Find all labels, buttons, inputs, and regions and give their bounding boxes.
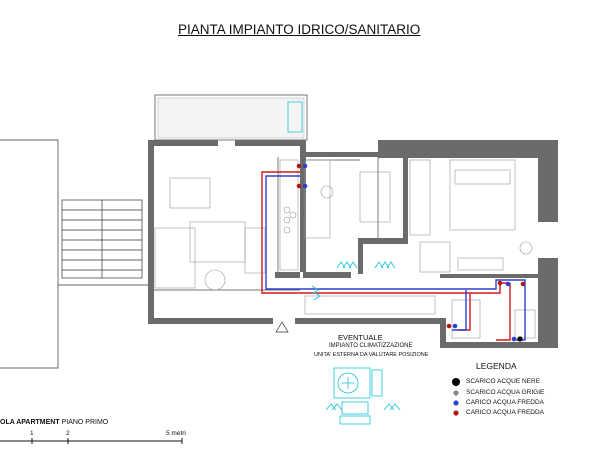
legend-item-grey-water: SCARICO ACQUA GRIGIE (466, 389, 545, 396)
ac-indoor-units (312, 262, 395, 300)
scale-tick-2: 2 (66, 430, 70, 437)
legend-marker-black-water (452, 378, 460, 386)
scale-tick-5: 5 metri (166, 430, 186, 437)
legend-marker-cold-supply (453, 400, 458, 405)
supply-points (297, 164, 526, 342)
project-name-bold: OLA APARTMENT (0, 419, 60, 426)
hot-water-pipes (262, 172, 510, 340)
scale-tick-1: 1 (30, 430, 34, 437)
eventuale-line2: UNITA' ESTERNA DA VALUTARE POSIZIONE (314, 352, 429, 358)
legend-item-black-water: SCARICO ACQUE NERE (466, 378, 541, 385)
legend-markers (452, 378, 460, 416)
legend-marker-hot-supply (453, 410, 458, 415)
scale-bar (0, 438, 182, 444)
legend-title: LEGENDA (476, 361, 517, 371)
legend-item-hot-supply: CARICO ACQUA FREDDA (466, 409, 545, 416)
project-name (0, 419, 108, 426)
eventuale-line1: IMPIANTO CLIMATIZZAZIONE (329, 343, 413, 349)
furniture (155, 160, 535, 338)
ac-outdoor-unit-illustration (326, 368, 400, 424)
balcony (155, 95, 307, 140)
legend-marker-grey-water (453, 390, 458, 395)
walls (148, 140, 558, 348)
legend-item-cold-supply: CARICO ACQUA FREDDA (466, 399, 545, 406)
eventuale-heading: EVENTUALE (338, 333, 383, 342)
floor-label: PIANO PRIMO (61, 419, 109, 426)
entry-door (276, 322, 288, 332)
stairwell (0, 140, 150, 368)
page-title: PIANTA IMPIANTO IDRICO/SANITARIO (178, 22, 421, 37)
